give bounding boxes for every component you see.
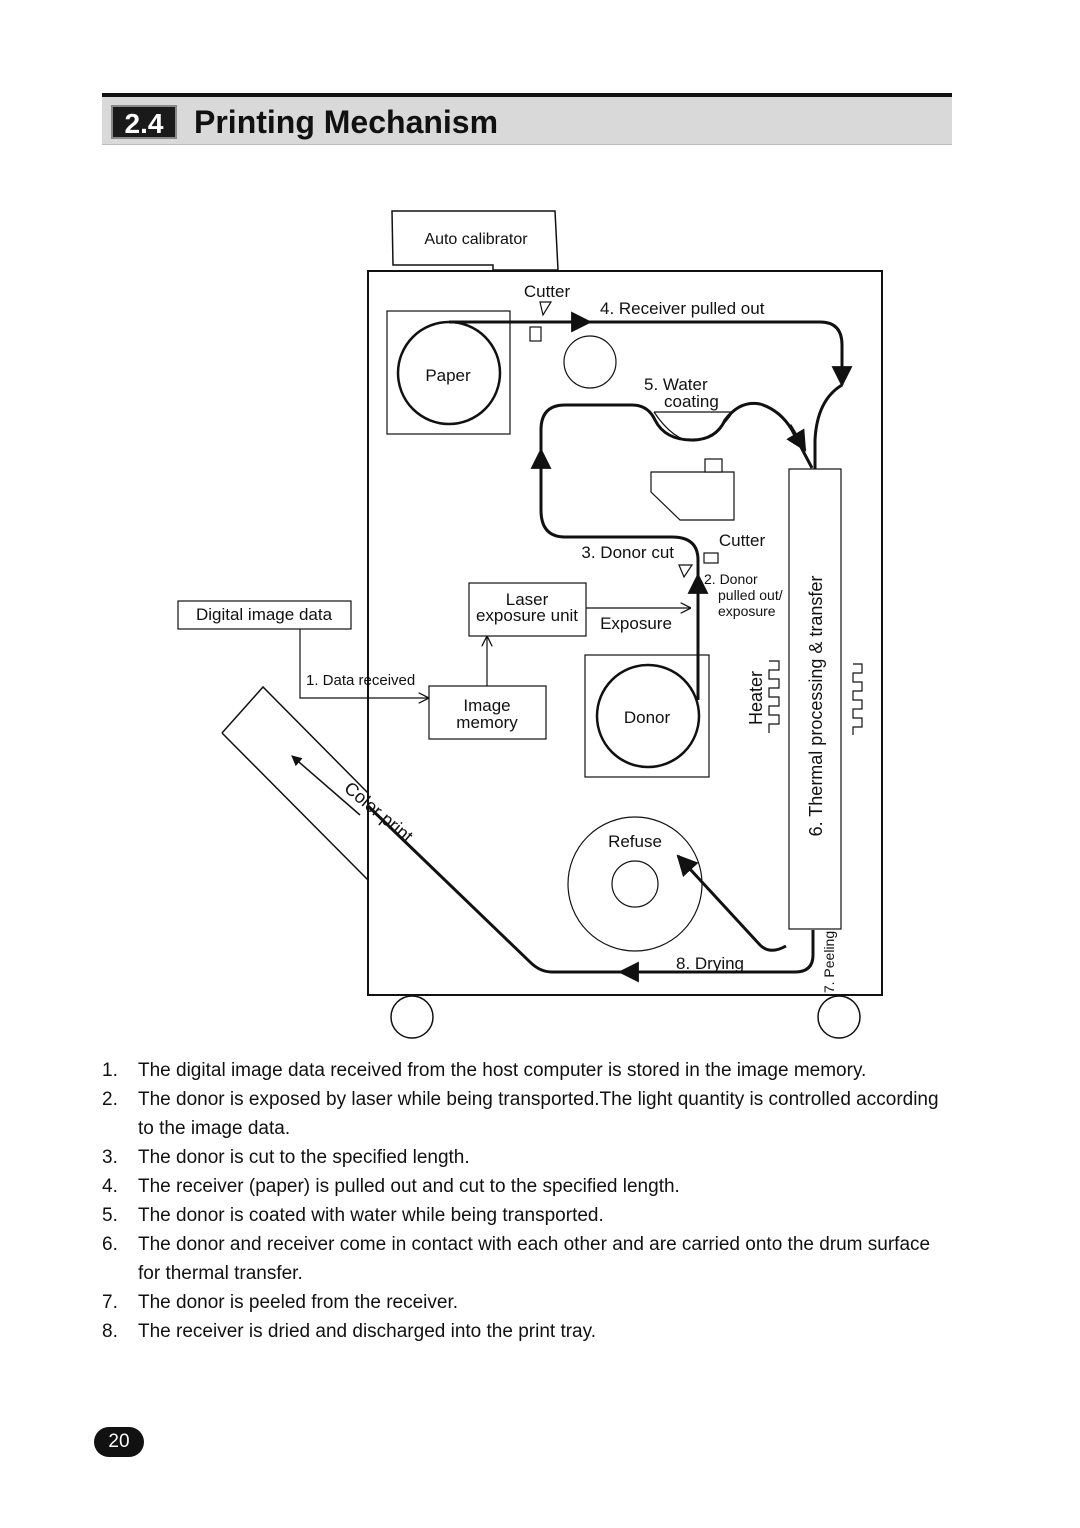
image-memory-label-2: memory: [456, 713, 518, 732]
drying-label: 8. Drying: [675, 954, 745, 973]
thermal-transfer-label: 6. Thermal processing & transfer: [806, 575, 826, 837]
water-coating-tray: [654, 412, 733, 441]
water-coating-label-2: coating: [664, 392, 719, 411]
roller: [564, 336, 616, 388]
refuse-roll-inner: [612, 861, 658, 907]
list-item: 8. The receiver is dried and discharged into the print tray.: [102, 1321, 596, 1342]
heater-block: [651, 472, 734, 520]
peeling-label: 7. Peeling: [821, 930, 837, 994]
wheel-right: [818, 996, 860, 1038]
donor-label: Donor: [623, 708, 671, 727]
cutter-mid-blade: [679, 565, 692, 577]
digital-image-data-label: Digital image data: [195, 605, 333, 624]
section-number: 2.4: [111, 105, 177, 139]
list-item: 6. The donor and receiver come in contact with each other and are carried onto the drum surface for thermal transfer.: [102, 1234, 931, 1284]
list-item: 5. The donor is coated with water while being transported.: [102, 1205, 604, 1226]
donor-pulled-label-3: exposure: [718, 603, 776, 619]
donor-pulled-label-1: 2. Donor: [704, 571, 758, 587]
cutter-top-blade: [540, 302, 551, 315]
refuse-path: [678, 856, 786, 950]
cutter-top-label: Cutter: [523, 282, 571, 301]
drying-path: [368, 806, 813, 972]
laser-label-1: Laser: [505, 590, 549, 609]
donor-pulled-label-2: pulled out/: [718, 587, 783, 603]
receiver-pulled-label: 4. Receiver pulled out: [600, 299, 765, 318]
exposure-label: Exposure: [600, 614, 672, 633]
cutter-mid-block: [704, 553, 718, 563]
cutter-top-block: [530, 327, 541, 341]
heater-pulse-right: [853, 664, 862, 735]
list-item: 4. The receiver (paper) is pulled out and cut to the specified length.: [102, 1176, 680, 1197]
steps-list: [102, 1056, 954, 1346]
heater-pulse-left: [769, 661, 779, 733]
heater-tab: [705, 459, 722, 472]
paper-label: Paper: [425, 366, 471, 385]
list-item: 1. The digital image data received from the host computer is stored in the image memory.: [102, 1060, 867, 1081]
wheel-left: [391, 996, 433, 1038]
list-item: 2. The donor is exposed by laser while being transported.The light quantity is controlled according to the image data.: [102, 1089, 939, 1139]
receiver-path-down: [815, 385, 842, 470]
color-print-label: Color print: [340, 777, 417, 847]
cutter-mid-label: Cutter: [718, 531, 766, 550]
donor-arrow-right: [790, 425, 805, 450]
donor-cut-label: 3. Donor cut: [581, 543, 674, 562]
section-title: Printing Mechanism: [194, 104, 499, 140]
page-number: 20: [94, 1427, 144, 1457]
water-coating-label-1: 5. Water: [644, 375, 708, 394]
laser-label-2: exposure unit: [475, 606, 579, 625]
refuse-label: Refuse: [608, 832, 662, 851]
auto-calibrator-label: Auto calibrator: [424, 231, 528, 248]
list-item: 7. The donor is peeled from the receiver.: [102, 1292, 459, 1313]
print-tray: [222, 687, 368, 880]
list-item: 3. The donor is cut to the specified length.: [102, 1147, 470, 1168]
data-received-label: 1. Data received: [306, 672, 416, 689]
heater-label: Heater: [746, 670, 766, 726]
image-memory-label-1: Image: [463, 696, 511, 715]
